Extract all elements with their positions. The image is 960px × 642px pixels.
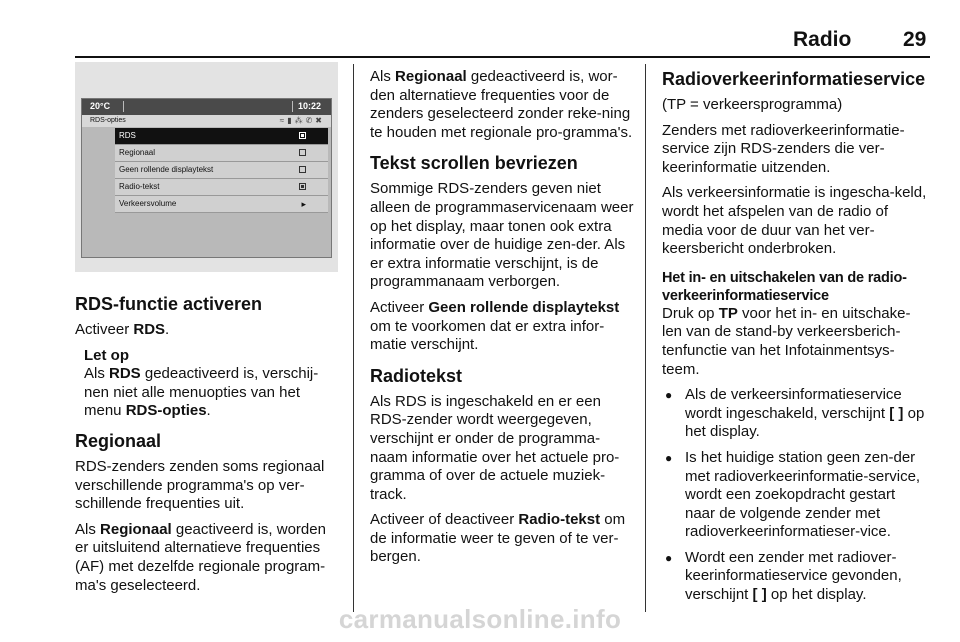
column-3 xyxy=(662,68,928,612)
menu-item-label: Radio-tekst xyxy=(119,182,160,191)
heading-rds-activeren: RDS-functie activeren xyxy=(75,294,263,314)
rds-options-screenshot xyxy=(75,62,338,272)
bullet-list xyxy=(662,386,928,605)
menu-item-label: Regionaal xyxy=(119,148,156,157)
page-title: Radio xyxy=(793,28,852,51)
menu-item-regionaal[interactable] xyxy=(115,145,328,162)
chevron-right-icon: ▸ xyxy=(301,199,306,209)
wifi-icon: ≈ xyxy=(279,116,288,125)
heading-tekst-scrollen: Tekst scrollen bevriezen xyxy=(370,153,578,174)
heading-radioverkeer: Radioverkeerinformatieservice xyxy=(662,69,926,89)
note-block xyxy=(75,347,341,421)
watermark: carmanualsonline.info xyxy=(338,604,622,634)
note-title: Let op xyxy=(84,346,129,364)
paragraph: Druk op TP voor het in- en uitschake-len van de stand-by verkeersberich-tenfunctie van het Infotainmentsys-teem. xyxy=(662,304,911,378)
list-item: ● Als de verkeersinformatieservice wordt ingeschakeld, verschijnt [ ] op het display. xyxy=(662,386,928,442)
menu-item-label: RDS xyxy=(119,131,136,140)
status-bar xyxy=(82,99,331,115)
paragraph: Als RDS is ingeschakeld en er een RDS-zender wordt weergegeven, verschijnt er onder de programma-naam informatie over het actuele pro-gramma of over de actuele muziek-track. xyxy=(370,392,620,503)
paragraph: Activeer RDS. xyxy=(75,321,170,338)
column-1 xyxy=(75,293,341,602)
list-item: ● Is het huidige station geen zen-der met radioverkeerinformatie-service, wordt een zoekopdracht gestart naar de volgende zender met radioverkeerinformatieser-vice. xyxy=(662,449,928,542)
page-header xyxy=(0,28,960,58)
paragraph: Als verkeersinformatie is ingescha-keld, wordt het afspelen van de radio of media voor de duur van het ver-keersbericht onderbroken. xyxy=(662,184,927,258)
rds-options-menu xyxy=(115,128,328,213)
paragraph: Zenders met radioverkeerinformatie-service zijn RDS-zenders die ver-keerinformatie uitzenden. xyxy=(662,121,905,176)
checkbox-unchecked-icon xyxy=(299,149,306,156)
bluetooth-icon: ⁂ xyxy=(294,116,306,125)
menu-title-row xyxy=(82,115,331,127)
status-icons xyxy=(280,116,325,125)
paragraph: (TP = verkeersprogramma) xyxy=(662,96,843,113)
checkbox-unchecked-icon xyxy=(299,166,306,173)
menu-item-geen-rollende-displaytekst[interactable] xyxy=(115,162,328,179)
menu-item-label: Geen rollende displaytekst xyxy=(119,165,214,174)
checkbox-checked-icon xyxy=(299,132,306,139)
column-divider-1 xyxy=(353,64,354,612)
infotainment-screen xyxy=(81,98,332,258)
close-icon: ✖ xyxy=(315,116,325,125)
paragraph: Als Regionaal gedeactiveerd is, wor-den alternatieve frequenties voor de zenders geselecteerd zonder reke-ning te houden met regionale pro-gramma's. xyxy=(370,68,633,141)
menu-item-rds[interactable] xyxy=(115,128,328,145)
column-divider-2 xyxy=(645,64,646,612)
paragraph: Activeer of deactiveer Radio-tekst om de informatie weer te geven of te ver-bergen. xyxy=(370,511,626,566)
note-text: Als RDS gedeactiveerd is, verschij-nen niet alle menuopties van het menu RDS-opties. xyxy=(84,365,319,420)
status-separator xyxy=(292,101,293,112)
menu-title: RDS-opties xyxy=(90,117,126,124)
menu-item-verkeersvolume[interactable] xyxy=(115,196,328,213)
heading-regionaal: Regionaal xyxy=(75,430,162,451)
ui-term: RDS xyxy=(133,321,166,338)
checkbox-checked-icon xyxy=(299,183,306,190)
paragraph: RDS-zenders zenden soms regionaal verschillende programma's op ver-schillende frequenties uit. xyxy=(75,457,325,513)
signal-icon: ▮ xyxy=(287,116,295,125)
column-2 xyxy=(370,68,634,574)
subheading-in-uitschakelen: Het in- en uitschakelen van de radio-verkeerinformatieservice xyxy=(662,269,907,304)
page-number: 29 xyxy=(903,28,927,51)
menu-item-radio-tekst[interactable] xyxy=(115,179,328,196)
menu-item-label: Verkeersvolume xyxy=(119,199,177,208)
heading-radiotekst: Radiotekst xyxy=(370,365,463,386)
clock: 10:22 xyxy=(297,101,321,111)
temperature: 20°C xyxy=(90,101,111,111)
header-rule xyxy=(75,56,930,58)
phone-icon: ✆ xyxy=(305,116,316,125)
paragraph: Activeer Geen rollende displaytekst om te voorkomen dat er extra infor-matie verschijnt. xyxy=(370,298,620,354)
paragraph: Sommige RDS-zenders geven niet alleen de programmaservicenaam weer op het display, maar tonen ook extra informatie over de huidige zen-der. Als er extra informatie verschijnt, is de programmanaam verborgen. xyxy=(370,180,634,291)
status-separator xyxy=(123,101,124,112)
list-item: ● Wordt een zender met radiover-keerinformatieservice gevonden, verschijnt [ ] op het display. xyxy=(662,549,928,605)
paragraph: Als Regionaal geactiveerd is, worden er uitsluitend alternatieve frequenties (AF) met dezelfde regionale program-ma's geselecteerd. xyxy=(75,520,326,594)
